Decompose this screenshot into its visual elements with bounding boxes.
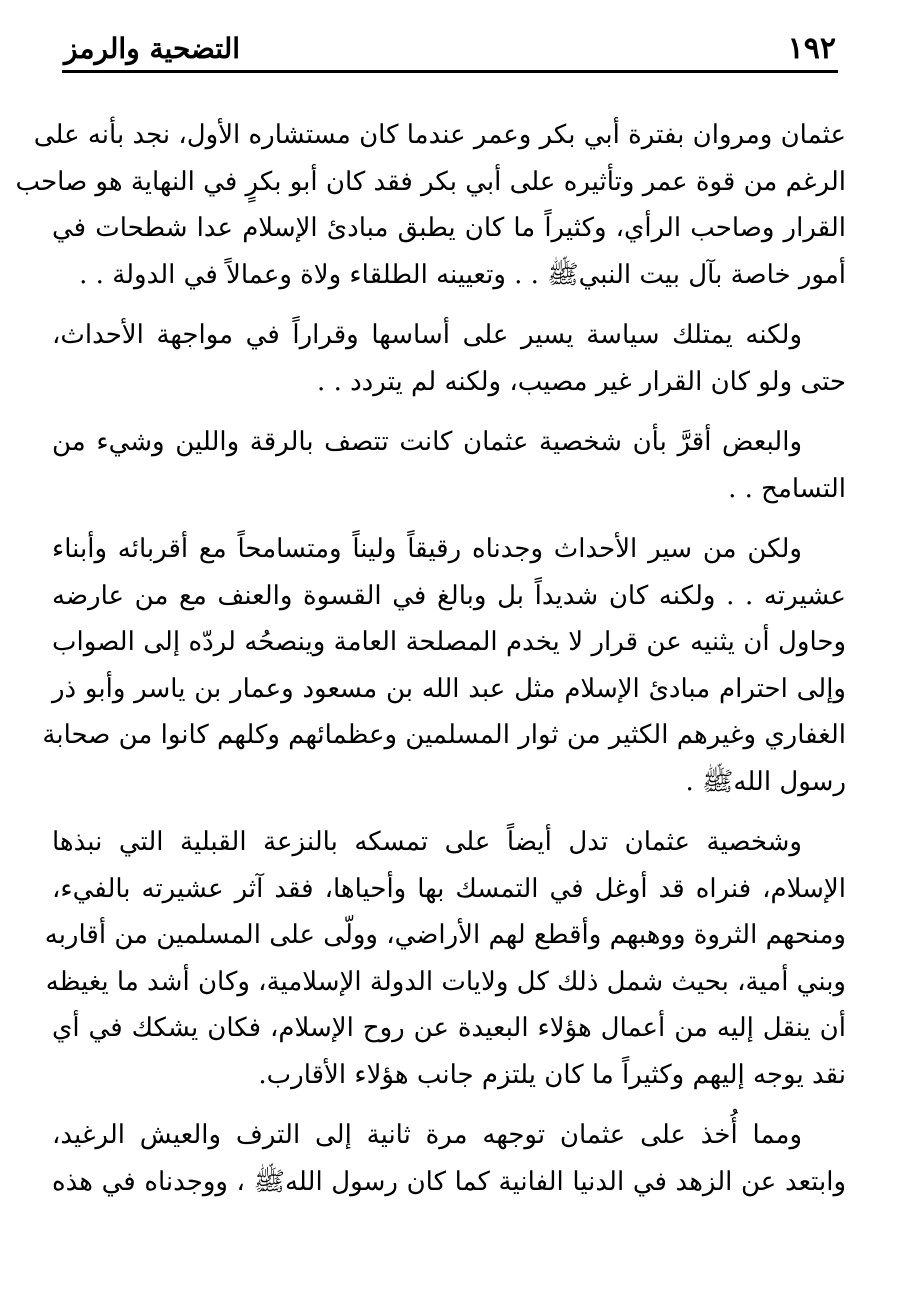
- text-line: والبعض أقرَّ بأن شخصية عثمان كانت تتصف بالرقة واللين وشيء من: [52, 427, 802, 457]
- text-line: ومما أُخذ على عثمان توجهه مرة ثانية إلى الترف والعيش الرغيد،: [52, 1120, 802, 1150]
- body-text: [15, 112, 846, 1219]
- paragraph: [52, 312, 846, 405]
- text-line: أمور خاصة بآل بيت النبيﷺ . . وتعيينه الطلقاء ولاة وعمالاً في الدولة . .: [79, 259, 846, 290]
- page-header: [62, 28, 838, 73]
- text-line: الغفاري وغيرهم الكثير من ثوار المسلمين وعظمائهم وكلهم كانوا من صحابة: [42, 720, 846, 750]
- text-line: ومنحهم الثروة ووهبهم وأقطع لهم الأراضي، وولّى على المسلمين من أقاربه: [44, 920, 846, 950]
- text-line: وإلى احترام مبادئ الإسلام مثل عبد الله بن مسعود وعمار بن ياسر وأبو ذر: [52, 673, 846, 704]
- paragraph: [52, 1112, 846, 1205]
- text-line: رسول اللهﷺ .: [685, 766, 846, 797]
- text-line: وبني أمية، بحيث شمل ذلك كل ولايات الدولة الإسلامية، وكان أشد ما يغيظه: [45, 966, 846, 997]
- paragraph: [42, 526, 846, 805]
- text-line: الرغم من قوة عمر وتأثيره على أبي بكر فقد كان أبو بكرٍ في النهاية هو صاحب: [15, 166, 846, 197]
- text-line: الإسلام، فنراه قد أوغل في التمسك بها وأحياها، فقد آثر عشيرته بالفيء،: [52, 873, 846, 904]
- text-line: عشيرته . . ولكنه كان شديداً بل وبالغ في القسوة والعنف مع من عارضه: [52, 580, 846, 611]
- running-title: التضحية والرمز: [64, 32, 241, 65]
- text-line: وابتعد عن الزهد في الدنيا الفانية كما كان رسول اللهﷺ ، ووجدناه في هذه: [52, 1166, 846, 1197]
- text-line: ولكن من سير الأحداث وجدناه رقيقاً وليناً ومتسامحاً مع أقربائه وأبناء: [52, 534, 802, 564]
- text-line: أن ينقل إليه من أعمال هؤلاء البعيدة عن روح الإسلام، فكان يشكك في أي: [52, 1013, 846, 1043]
- text-line: نقد يوجه إليهم وكثيراً ما كان يلتزم جانب هؤلاء الأقارب.: [258, 1059, 846, 1090]
- page-number: ١٩٢: [787, 31, 836, 66]
- paragraph: [52, 419, 846, 512]
- text-line: عثمان ومروان بفترة أبي بكر وعمر عندما كان مستشاره الأول، نجد بأنه على: [33, 120, 846, 150]
- text-line: ولكنه يمتلك سياسة يسير على أساسها وقراراً في مواجهة الأحداث،: [52, 320, 802, 350]
- text-line: التسامح . .: [728, 473, 846, 504]
- text-line: وحاول أن يثنيه عن قرار لا يخدم المصلحة العامة وينصحُه لردّه إلى الصواب: [52, 627, 846, 657]
- text-line: حتى ولو كان القرار غير مصيب، ولكنه لم يتردد . .: [317, 366, 846, 397]
- paragraph: [15, 112, 846, 298]
- text-line: القرار وصاحب الرأي، وكثيراً ما كان يطبق مبادئ الإسلام عدا شطحات في: [52, 213, 846, 243]
- paragraph: [44, 819, 846, 1098]
- text-line: وشخصية عثمان تدل أيضاً على تمسكه بالنزعة القبلية التي نبذها: [52, 827, 802, 857]
